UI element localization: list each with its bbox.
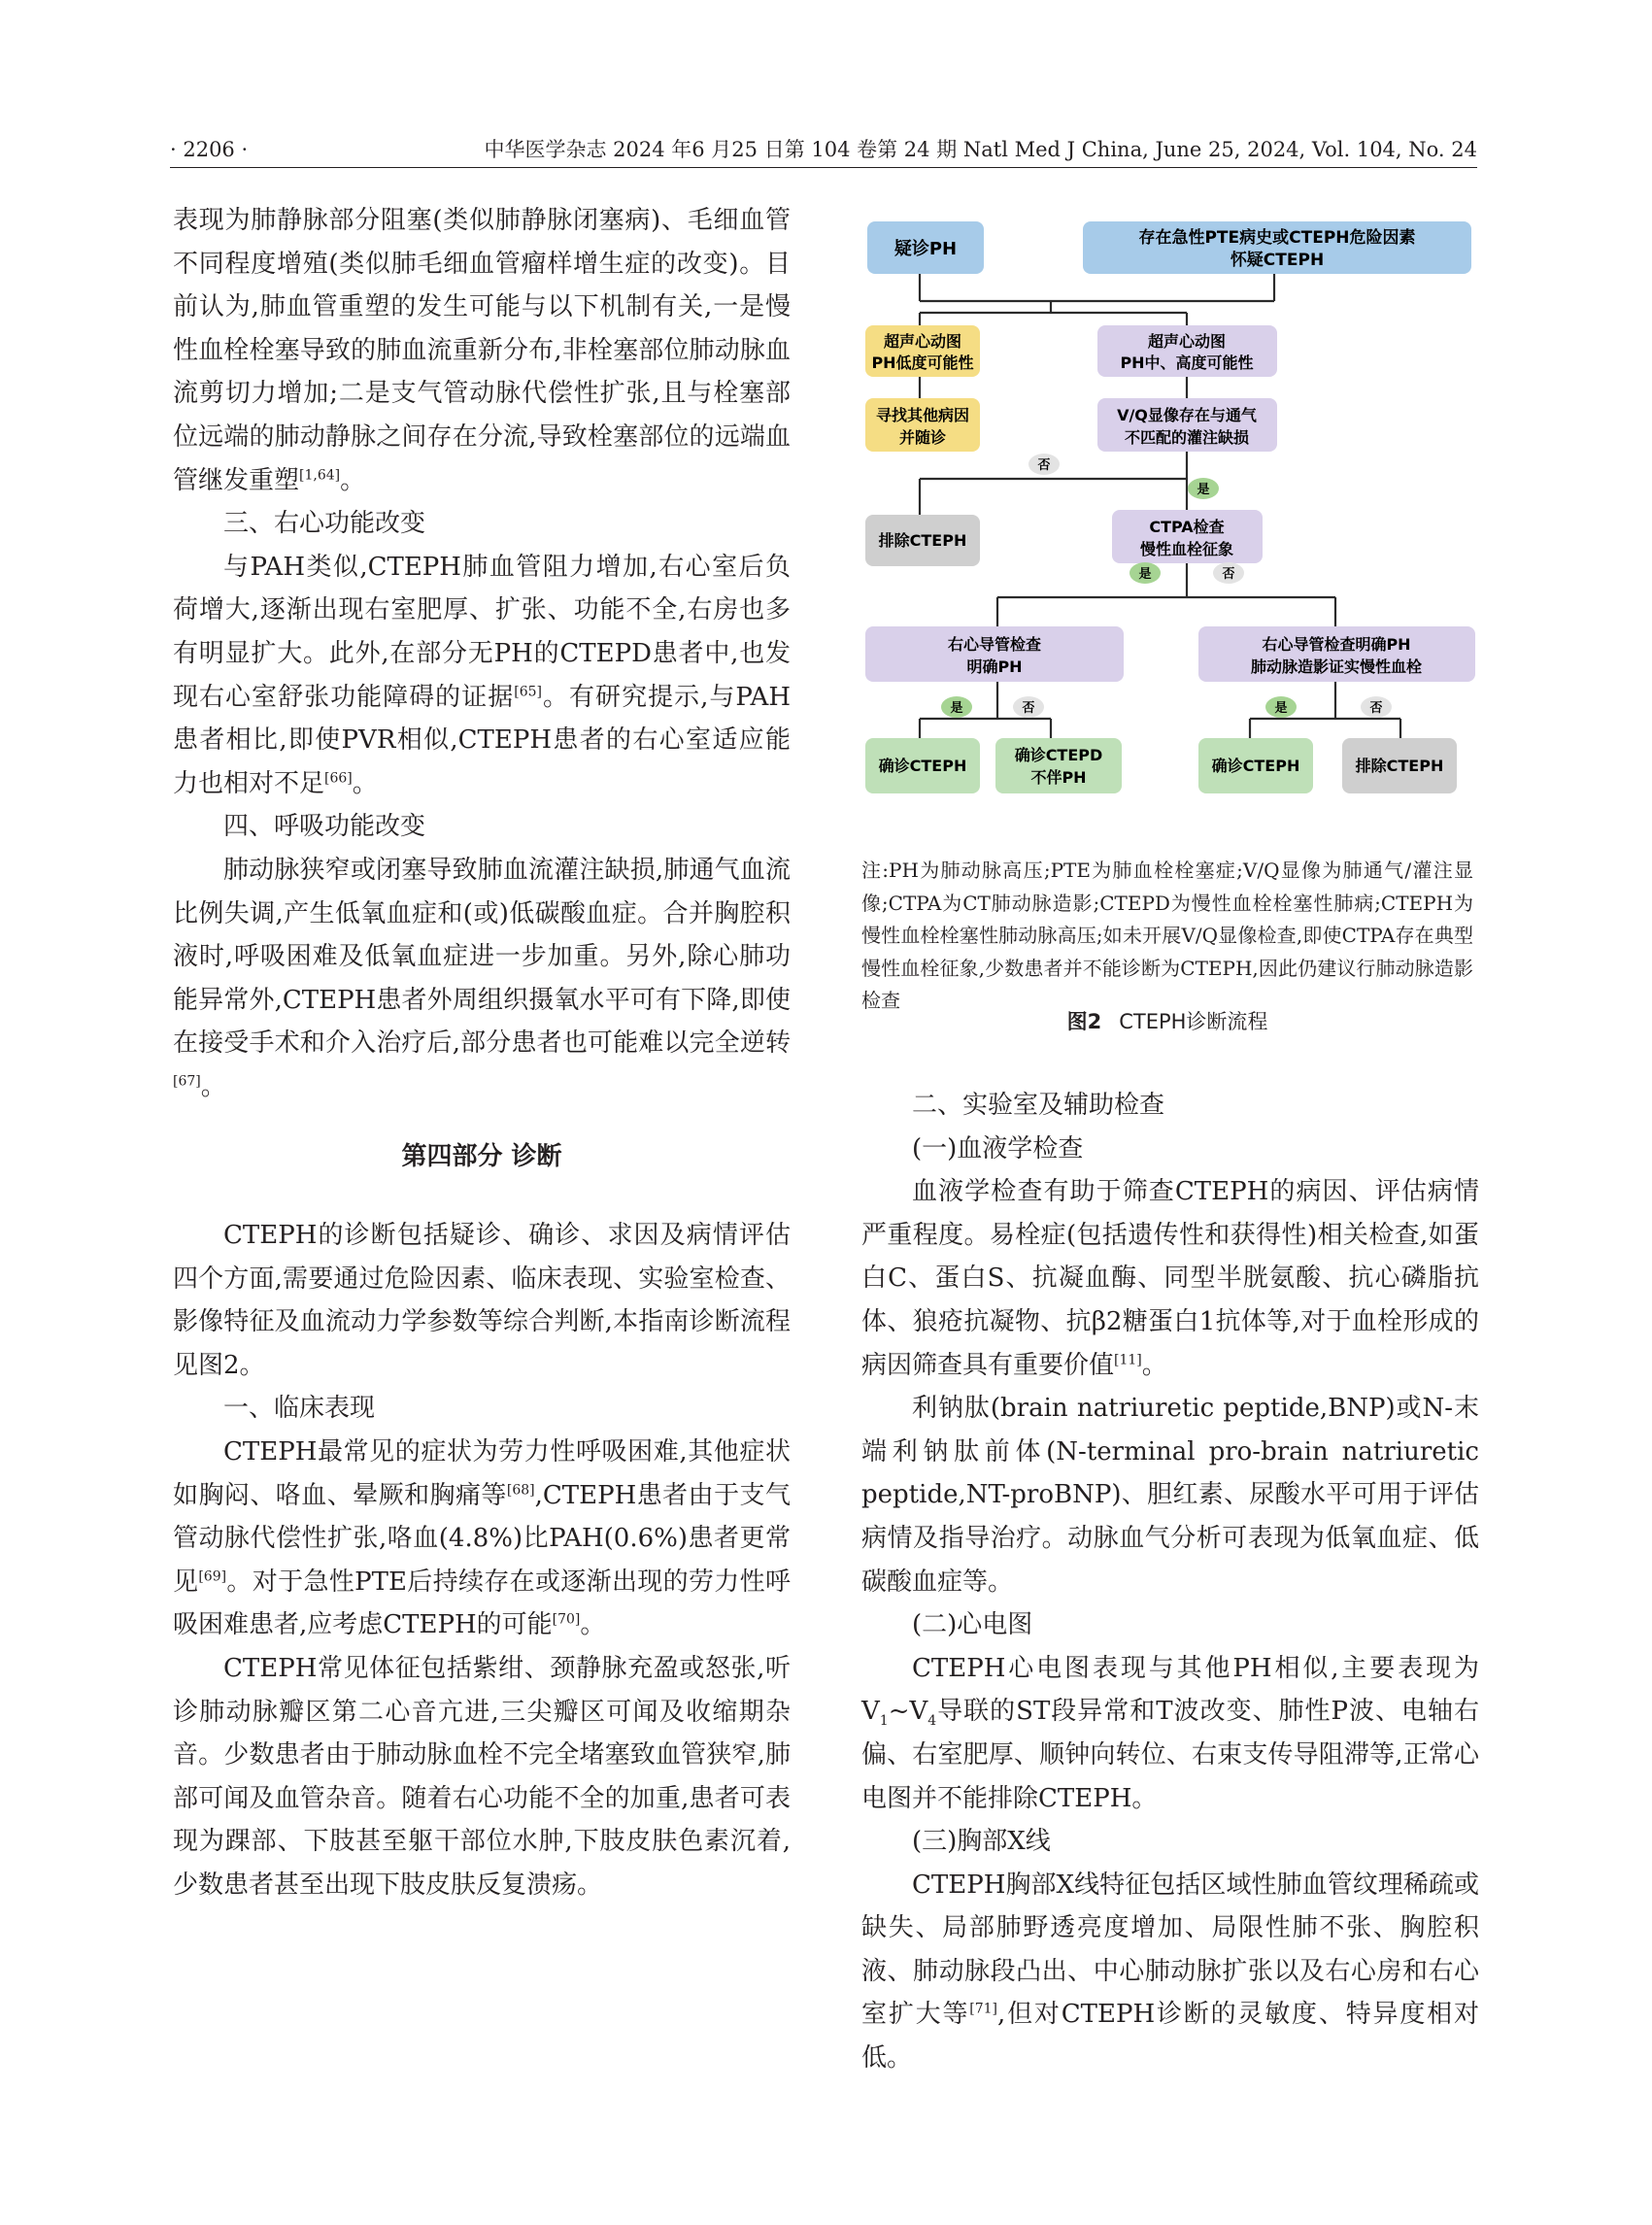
yes-label: 是 (1138, 567, 1152, 582)
no-label: 否 (1037, 458, 1051, 473)
subsection-heading: (一)血液学检查 (912, 1133, 1084, 1163)
section-heading: 二、实验室及辅助检查 (912, 1091, 1165, 1120)
rhc-label-1: 右心导管检查 (947, 635, 1042, 654)
paragraph: 肺动脉狭窄或闭塞导致肺血流灌注缺损,肺通气血流比例失调,产生低氧血症和(或)低碳酸血症。合并胸腔积液时,呼吸困难及低氧血症进一步加重。另外,除心肺功能异常外,CTEPH患者外周组织摄氧水平可有下降,即使在接受手术和介入治疗后,部分患者也可能难以完全逆转[67]。 (173, 855, 791, 1101)
confirm-ctepd-label-2: 不伴PH (1030, 768, 1087, 787)
vq-scan-label-1: V/Q显像存在与通气 (1117, 406, 1257, 424)
vq-scan-label-2: 不匹配的灌注缺损 (1124, 428, 1250, 447)
paragraph: 表现为肺静脉部分阻塞(类似肺静脉闭塞病)、毛细血管不同程度增殖(类似肺毛细血管瘤样增生症的改变)。目前认为,肺血管重塑的发生可能与以下机制有关,一是慢性血栓栓塞导致的肺血流重新分布,非栓塞部位肺动脉血流剪切力增加;二是支气管动脉代偿性扩张,且与栓塞部位远端的肺动静脉之间存在分流,导致栓塞部位的远端血管继发重塑[1,64]。 (173, 206, 791, 495)
paragraph: CTEPH的诊断包括疑诊、确诊、求因及病情评估四个方面,需要通过危险因素、临床表现、实验室检查、影像特征及血流动力学参数等综合判断,本指南诊断流程见图2。 (173, 1221, 791, 1380)
part-heading: 第四部分 诊断 (401, 1142, 562, 1172)
citation: [67] (173, 1073, 201, 1090)
paragraph: 与PAH类似,CTEPH肺血管阻力增加,右心室后负荷增大,逐渐出现右室肥厚、扩张、功能不全,右房也多有明显扩大。此外,在部分无PH的CTEPD患者中,也发现右心室舒张功能障碍的证据[65]。有研究提示,与PAH患者相比,即使PVR相似,CTEPH患者的右心室适应能力也相对不足[66]。 (173, 552, 791, 798)
suspect-ph-label: 疑诊PH (893, 239, 958, 259)
yes-label: 是 (1197, 483, 1210, 497)
other-cause-label-2: 并随诊 (898, 428, 947, 447)
section-heading: 三、右心功能改变 (223, 509, 426, 539)
section-heading: 四、呼吸功能改变 (223, 812, 426, 842)
citation: [1,64] (299, 466, 341, 483)
citation: [69] (198, 1568, 227, 1585)
subsection-heading: (三)胸部X线 (912, 1827, 1051, 1857)
no-label: 否 (1369, 701, 1383, 716)
ctpa-label-1: CTPA检查 (1149, 518, 1225, 536)
echo-low-label-1: 超声心动图 (883, 332, 962, 351)
other-cause-label-1: 寻找其他病因 (875, 406, 970, 424)
citation: [66] (324, 770, 353, 787)
flowchart-figure (861, 204, 1479, 826)
paragraph: CTEPH胸部X线特征包括区域性肺血管纹理稀疏或缺失、局部肺野透亮度增加、局限性肺不张、胸腔积液、肺动脉段凸出、中心肺动脉扩张以及右心房和右心室扩大等[71],但对CTEPH诊断的灵敏度、特异度相对低。 (861, 1870, 1479, 2073)
yes-label: 是 (1274, 701, 1288, 716)
ctpa-label-2: 慢性血栓征象 (1139, 540, 1234, 558)
page-number: · 2206 · (170, 138, 249, 161)
citation: [68] (506, 1481, 535, 1498)
exclude-cteph-label: 排除CTEPH (1355, 757, 1444, 775)
confirm-cteph-label: 确诊CTEPH (878, 757, 967, 775)
figure-label: 图2 (1066, 1010, 1102, 1033)
echo-high-label-1: 超声心动图 (1147, 332, 1227, 351)
paragraph: CTEPH心电图表现与其他PH相似,主要表现为$V_1\sim V_4$导联的ST段异常和T波改变、肺性P波、电轴右偏、右室肥厚、顺钟向转位、右束支传导阻滞等,正常心电图并不能排除CTEPH。 (861, 1653, 1479, 1813)
running-header (170, 132, 1477, 168)
section-heading: 一、临床表现 (223, 1394, 376, 1424)
citation: [11] (1114, 1351, 1142, 1367)
flowchart-svg (861, 204, 1479, 826)
risk-factor-label-2: 怀疑CTEPH (1230, 251, 1325, 270)
confirm-ctepd-label-1: 确诊CTEPD (1014, 746, 1103, 764)
risk-factor-label-1: 存在急性PTE病史或CTEPH危险因素 (1138, 228, 1416, 248)
figure-title: CTEPH诊断流程 (1119, 1010, 1268, 1033)
citation: [70] (552, 1611, 581, 1628)
echo-low-label-2: PH低度可能性 (871, 354, 974, 372)
left-column (173, 199, 791, 1907)
yes-label: 是 (950, 701, 963, 716)
confirm-cteph-label: 确诊CTEPH (1211, 757, 1300, 775)
no-label: 否 (1222, 567, 1235, 582)
exclude-cteph-label: 排除CTEPH (878, 531, 967, 550)
right-column (861, 1084, 1479, 2080)
subsection-heading: (二)心电图 (912, 1610, 1033, 1640)
citation: [65] (514, 683, 542, 699)
citation: [71] (969, 2001, 998, 2017)
figure-note: 注:PH为肺动脉高压;PTE为肺血栓栓塞症;V/Q显像为肺通气/灌注显像;CTPA为CT肺动脉造影;CTEPD为慢性血栓栓塞性肺病;CTEPH为慢性血栓栓塞性肺动脉高压;如未开展V/Q显像检查,即使CTPA存在典型慢性血栓征象,少数患者并不能诊断为CTEPH,因此仍建议行肺动脉造影检查 (861, 859, 1473, 1012)
paragraph: CTEPH最常见的症状为劳力性呼吸困难,其他症状如胸闷、咯血、晕厥和胸痛等[68],CTEPH患者由于支气管动脉代偿性扩张,咯血(4.8%)比PAH(0.6%)患者更常见[69]。对于急性PTE后持续存在或逐渐出现的劳力性呼吸困难患者,应考虑CTEPH的可能[70]。 (173, 1437, 791, 1640)
rhc-label-2: 明确PH (966, 657, 1023, 676)
no-label: 否 (1022, 701, 1035, 716)
journal-citation: 中华医学杂志 2024 年6 月25 日第 104 卷第 24 期 Natl Med J China, June 25, 2024, Vol. 104, No. 24 (484, 138, 1477, 161)
figure-caption (861, 1006, 1473, 1035)
paragraph: 血液学检查有助于筛查CTEPH的病因、评估病情严重程度。易栓症(包括遗传性和获得性)相关检查,如蛋白C、蛋白S、抗凝血酶、同型半胱氨酸、抗心磷脂抗体、狼疮抗凝物、抗β2糖蛋白1抗体等,对于血栓形成的病因筛查具有重要价值[11]。 (861, 1177, 1479, 1380)
echo-high-label-2: PH中、高度可能性 (1120, 354, 1254, 372)
paragraph: CTEPH常见体征包括紫绀、颈静脉充盈或怒张,听诊肺动脉瓣区第二心音亢进,三尖瓣区可闻及收缩期杂音。少数患者由于肺动脉血栓不完全堵塞致血管狭窄,肺部可闻及血管杂音。随着右心功能不全的加重,患者可表现为踝部、下肢甚至躯干部位水肿,下肢皮肤色素沉着,少数患者甚至出现下肢皮肤反复溃疡。 (173, 1654, 791, 1900)
rhc-angiography-label-2: 肺动脉造影证实慢性血栓 (1250, 657, 1423, 676)
rhc-angiography-label-1: 右心导管检查明确PH (1262, 635, 1411, 654)
paragraph: 利钠肽(brain natriuretic peptide,BNP)或N-末端利钠肽前体(N-terminal pro-brain natriuretic peptide,NT-proBNP)、胆红素、尿酸水平可用于评估病情及指导治疗。动脉血气分析可表现为低氧血症、低碳酸血症等。 (861, 1394, 1479, 1597)
